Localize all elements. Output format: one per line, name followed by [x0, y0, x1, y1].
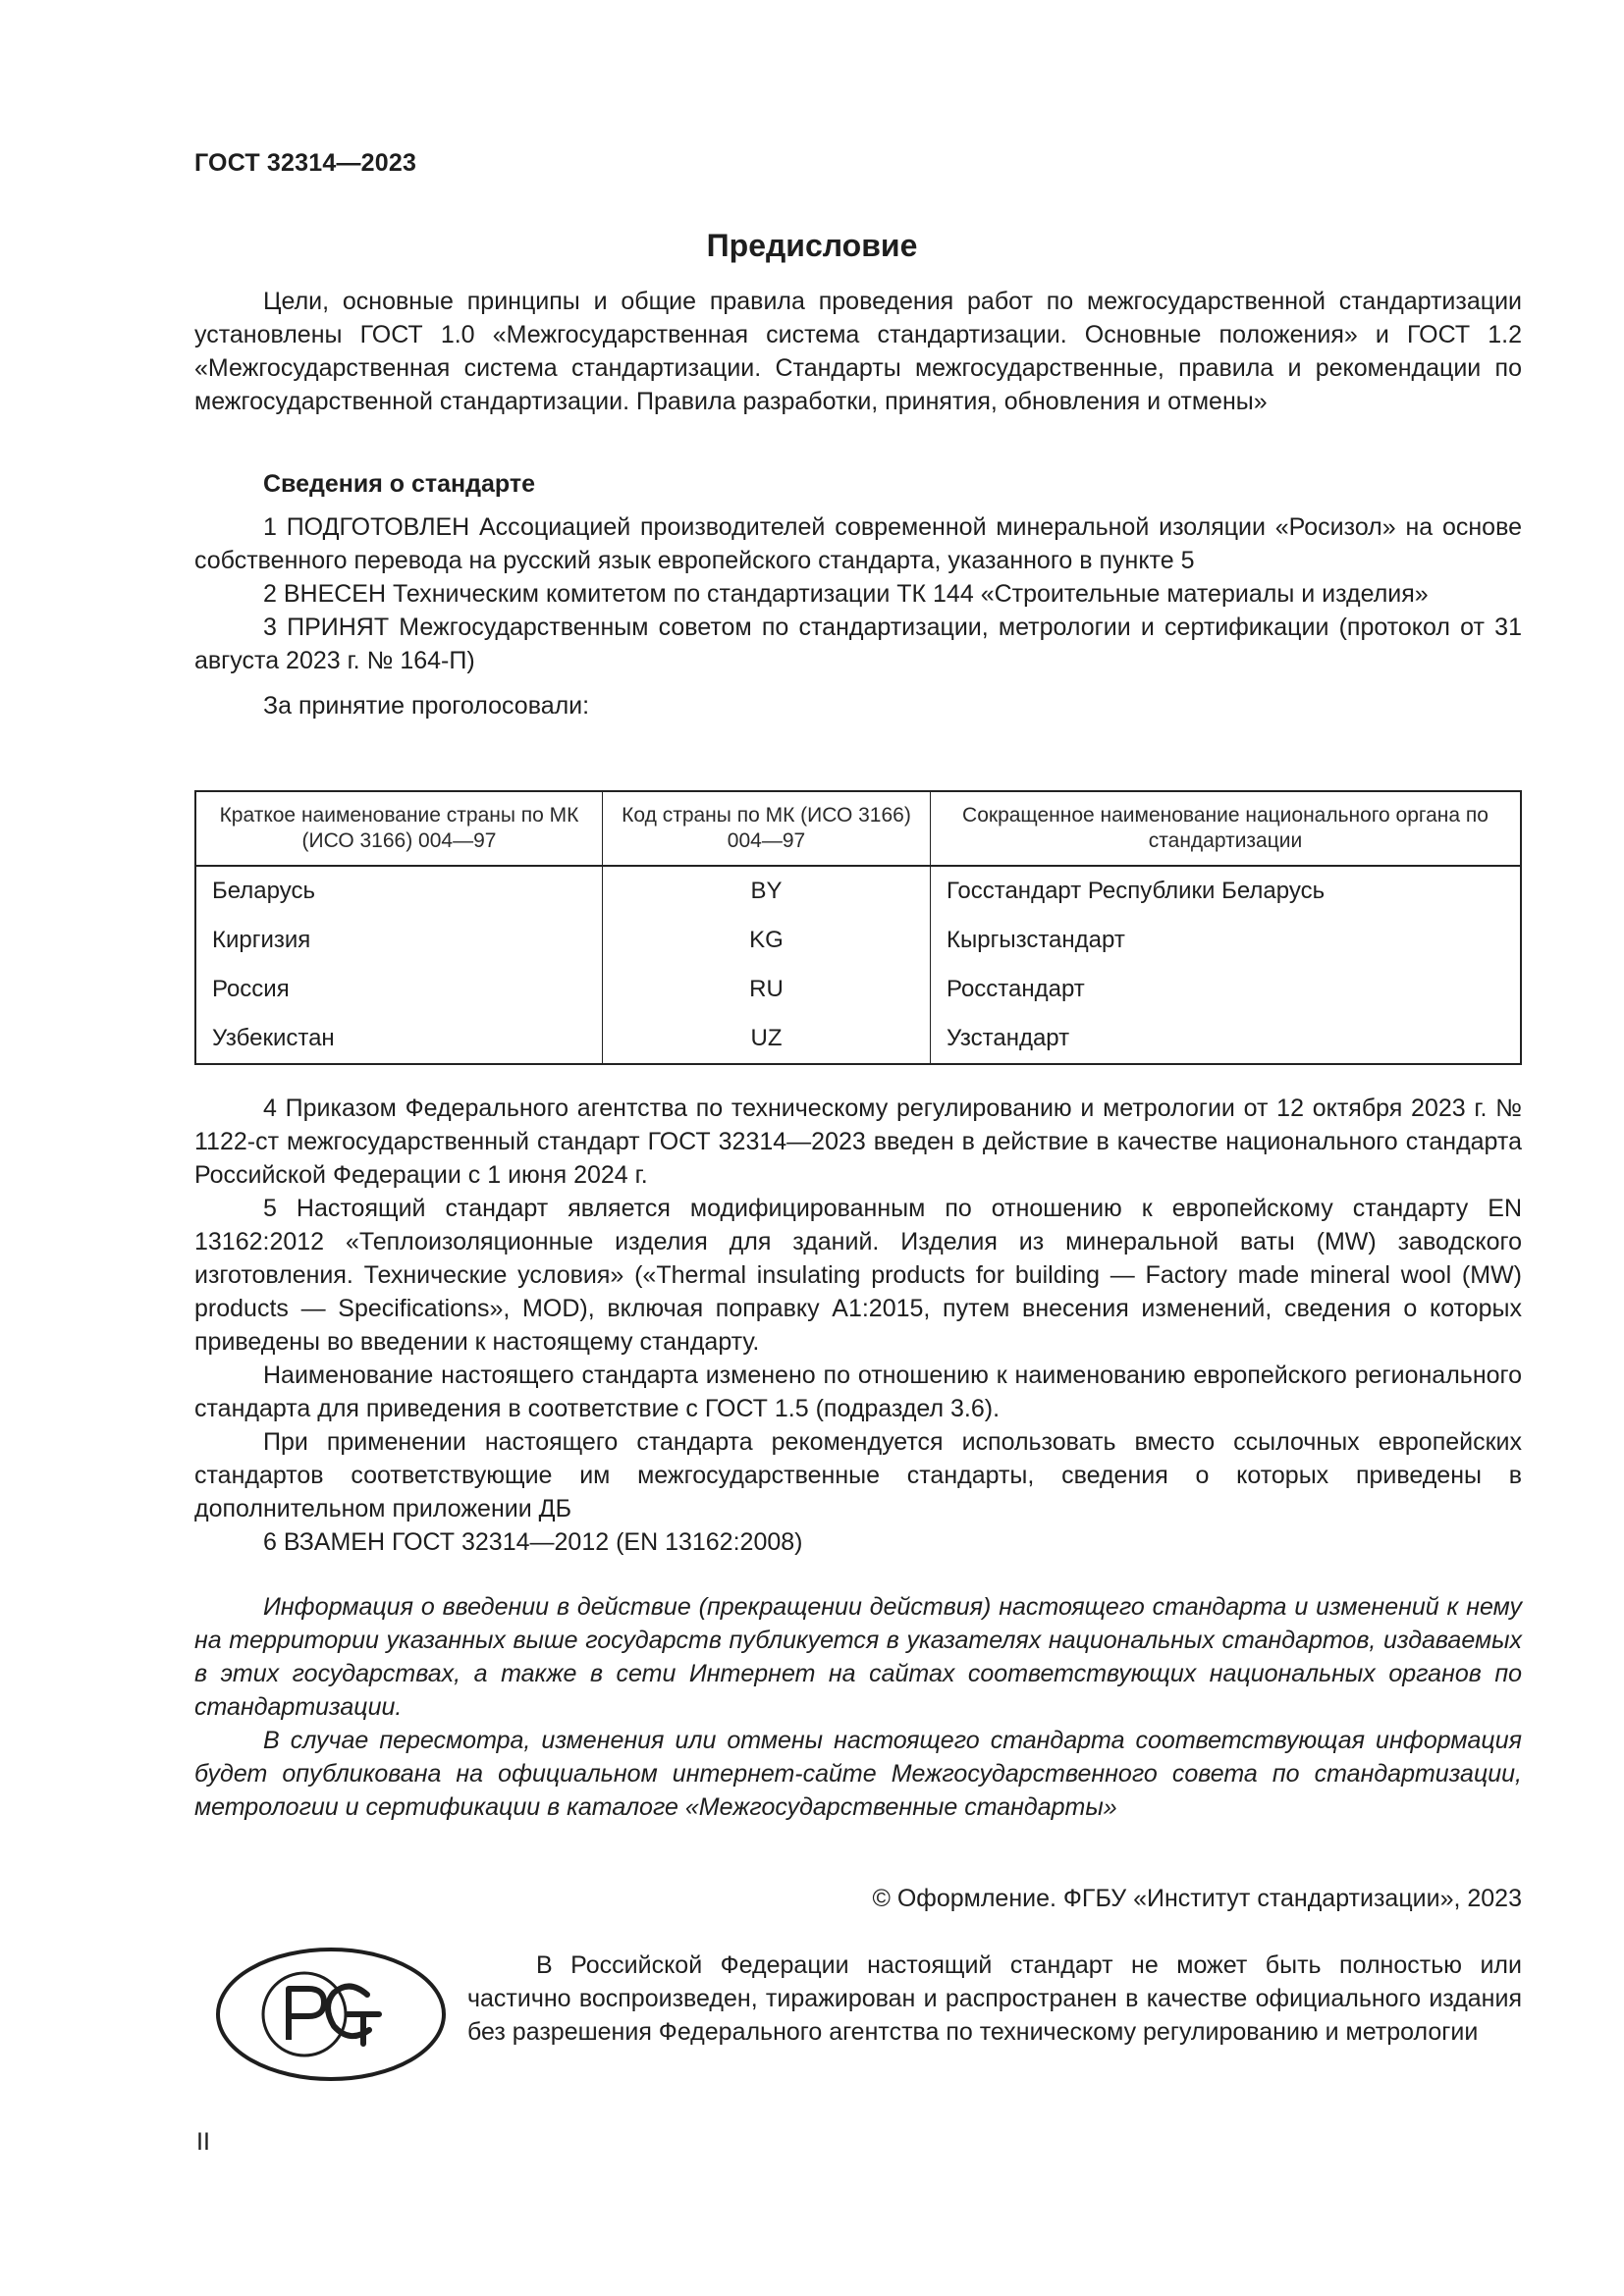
info-item-6: 6 ВЗАМЕН ГОСТ 32314—2012 (EN 13162:2008) — [263, 1528, 803, 1556]
standards-body-cell: Госстандарт Республики Беларусь — [931, 866, 1522, 916]
votes-table — [194, 790, 1522, 1065]
votes-caption: За принятие проголосовали: — [263, 692, 590, 720]
country-code-cell: BY — [603, 866, 931, 916]
legal-notice: В Российской Федерации настоящий стандарт не может быть полностью или частично воспроизведен, тиражирован и распространен в качестве официального издания без разрешения Федерального агентства по техническому регулированию и метрологии — [467, 1951, 1522, 2046]
standard-info-section — [194, 467, 1522, 722]
country-code-cell: UZ — [603, 1014, 931, 1064]
country-name-cell: Беларусь — [195, 866, 603, 916]
info-item-1: 1 ПОДГОТОВЛЕН Ассоциацией производителей современной минеральной изоляции «Росизол» на основе собственного перевода на русский язык европейского стандарта, указанного в пункте 5 — [194, 513, 1522, 574]
info-item-3: 3 ПРИНЯТ Межгосударственным советом по стандартизации, метрологии и сертификации (протокол от 31 августа 2023 г. № 164-П) — [194, 614, 1522, 674]
intro-paragraph: Цели, основные принципы и общие правила проведения работ по межгосударственной стандартизации установлены ГОСТ 1.0 «Межгосударственная система стандартизации. Основные положения» и ГОСТ 1.2 «Межгосударственная система стандартизации. Стандарты межгосударственные, правила и рекомендации по межгосударственной стандартизации. Правила разработки, принятия, обновления и отмены» — [194, 288, 1522, 415]
table-row — [195, 916, 1521, 965]
table-row — [195, 866, 1521, 916]
header-country-code: Код страны по МК (ИСО 3166) 004—97 — [603, 791, 931, 866]
info-item-2: 2 ВНЕСЕН Техническим комитетом по стандартизации ТК 144 «Строительные материалы и изделия» — [263, 580, 1429, 608]
header-country-name: Краткое наименование страны по МК (ИСО 3166) 004—97 — [195, 791, 603, 866]
notice-introduction-info: Информация о введении в действие (прекращении действия) настоящего стандарта и изменений к нему на территории указанных выше государств публикуется в указателях национальных стандартов, издаваемых в этих государствах, а также в сети Интернет на сайтах соответствующих национальных органов по стандартизации. — [194, 1593, 1522, 1721]
standards-body-cell: Кыргызстандарт — [931, 916, 1522, 965]
standard-info-heading: Сведения о стандарте — [263, 470, 536, 498]
info-item-4: 4 Приказом Федерального агентства по техническому регулированию и метрологии от 12 октября 2023 г. № 1122-ст межгосударственный стандарт ГОСТ 32314—2023 введен в действие в качестве национального стандарта Российской Федерации с 1 июня 2024 г. — [194, 1095, 1522, 1189]
info-item-5-references-note: При применении настоящего стандарта рекомендуется использовать вместо ссылочных европейских стандартов соответствующие им межгосударственные стандарты, сведения о которых приведены в дополнительном приложении ДБ — [194, 1428, 1522, 1522]
info-item-5-title-note: Наименование настоящего стандарта изменено по отношению к наименованию европейского регионального стандарта для приведения в соответствие с ГОСТ 1.5 (подраздел 3.6). — [194, 1362, 1522, 1422]
table-row — [195, 965, 1521, 1014]
rst-certification-mark-icon — [214, 1946, 448, 2083]
items-after-section — [194, 1092, 1522, 1559]
country-code-cell: KG — [603, 916, 931, 965]
country-name-cell: Россия — [195, 965, 603, 1014]
info-item-5: 5 Настоящий стандарт является модифицированным по отношению к европейскому стандарту EN 13162:2012 «Теплоизоляционные изделия для зданий. Изделия из минеральной ваты (MW) заводского изготовления. Технические условия» («Thermal insulating products for building — Factory made mineral wool (MW) products — Specifications», MOD), включая поправку A1:2015, путем внесения изменений, сведения о которых приведены во введении к настоящему стандарту. — [194, 1195, 1522, 1356]
copyright-notice: © Оформление. ФГБУ «Институт стандартизации», 2023 — [872, 1885, 1522, 1912]
standards-body-cell: Узстандарт — [931, 1014, 1522, 1064]
country-name-cell: Киргизия — [195, 916, 603, 965]
header-standards-body: Сокращенное наименование национального органа по стандартизации — [931, 791, 1522, 866]
document-number: ГОСТ 32314—2023 — [194, 149, 417, 177]
notice-revision-info: В случае пересмотра, изменения или отмены настоящего стандарта соответствующая информация будет опубликована на официальном интернет-сайте Межгосударственного совета по стандартизации, метрологии и сертификации в каталоге «Межгосударственные стандарты» — [194, 1727, 1522, 1821]
country-code-cell: RU — [603, 965, 931, 1014]
table-row — [195, 1014, 1521, 1064]
notices-section — [194, 1590, 1522, 1824]
page-title: Предисловие — [706, 228, 918, 263]
country-name-cell: Узбекистан — [195, 1014, 603, 1064]
standards-body-cell: Росстандарт — [931, 965, 1522, 1014]
intro-section — [194, 285, 1522, 418]
page-number: II — [196, 2128, 210, 2156]
table-header-row — [195, 791, 1521, 866]
